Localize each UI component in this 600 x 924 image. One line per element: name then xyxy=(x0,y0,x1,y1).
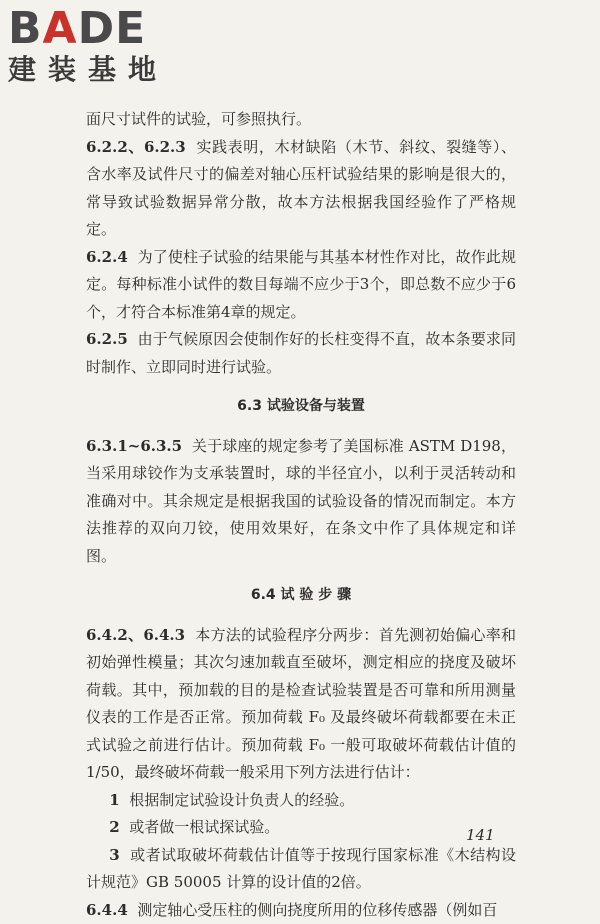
section-heading-6-3: 6.3 试验设备与装置 xyxy=(86,393,516,421)
logo-wordmark: BADE xyxy=(8,6,178,52)
logo xyxy=(8,6,178,86)
paragraph-continuation: 面尺寸试件的试验，可参照执行。 xyxy=(86,106,516,134)
logo-subtitle: 建装基地 xyxy=(8,54,178,86)
section-heading-6-4: 6.4 试 验 步 骤 xyxy=(86,582,516,610)
clause-6-4-2: 6.4.2、6.4.3 本方法的试验程序分两步：首先测初始偏心率和初始弹性模量；其次匀速加载直至破坏，测定相应的挠度及破坏荷载。其中，预加载的目的是检查试验装置是否可靠和所用测量仪表的工作是否正常。预加荷载 F₀ 及最终破坏荷载都要在未正式试验之前进行估计。预加荷载 F₀ 一般可取破坏荷载估计值的1/50，最终破坏荷载一般采用下列方法进行估计： xyxy=(86,622,516,787)
clause-6-4-4: 6.4.4 测定轴心受压柱的侧向挠度所用的位移传感器（例如百 xyxy=(86,897,516,924)
clause-6-2-2: 6.2.2、6.2.3 实践表明，木材缺陷（木节、斜纹、裂缝等）、含水率及试件尺寸的偏差对轴心压杆试验结果的影响是很大的，常导致试验数据异常分散，故本方法根据我国经验作了严格规定。 xyxy=(86,134,516,244)
list-item-3: 3 或者试取破坏荷载估计值等于按现行国家标准《木结构设计规范》GB 50005 计算的设计值的2倍。 xyxy=(86,842,516,897)
clause-6-2-5: 6.2.5 由于气候原因会使制作好的长柱变得不直，故本条要求同时制作、立即同时进行试验。 xyxy=(86,326,516,381)
clause-6-2-4: 6.2.4 为了使柱子试验的结果能与其基本材性作对比，故作此规定。每种标准小试件的数目每端不应少于3个，即总数不应少于6个，才符合本标准第4章的规定。 xyxy=(86,244,516,327)
document-body xyxy=(86,106,516,924)
page-number: 141 xyxy=(466,826,495,844)
list-item-2: 2 或者做一根试探试验。 xyxy=(86,814,516,842)
clause-6-3-1: 6.3.1~6.3.5 关于球座的规定参考了美国标准 ASTM D198，当采用球铰作为支承装置时，球的半径宜小，以利于灵活转动和准确对中。其余规定是根据我国的试验设备的情况而制定。本方法推荐的双向刀铰，使用效果好，在条文中作了具体规定和详图。 xyxy=(86,433,516,571)
list-item-1: 1 根据制定试验设计负责人的经验。 xyxy=(86,787,516,815)
